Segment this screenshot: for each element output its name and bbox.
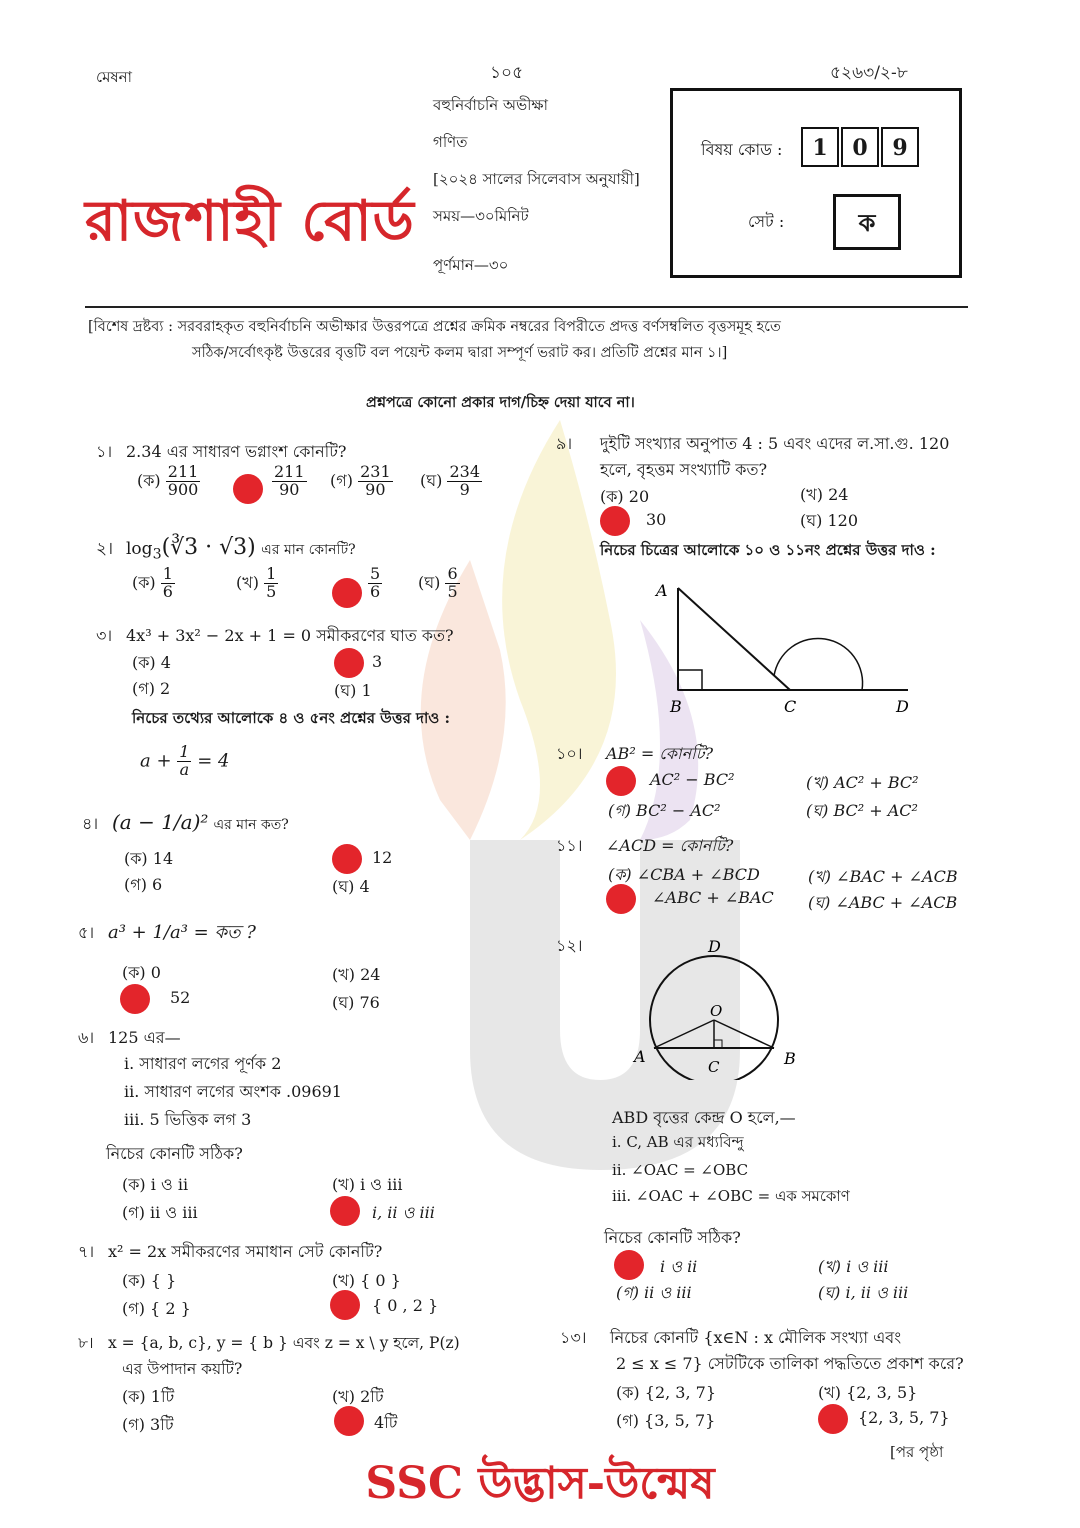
given-expression (140, 744, 229, 779)
q6-statement: ii. সাধারণ লগের অংশক .09691 (124, 1082, 342, 1101)
q11-option-gha[interactable]: (ঘ) ∠ABC + ∠ACB (808, 893, 958, 912)
option-fraction (264, 566, 278, 601)
q13-option-kha[interactable]: (খ) {2, 3, 5} (818, 1383, 918, 1402)
option-label: (ক) (132, 572, 156, 592)
q6-option-kha[interactable]: (খ) i ও iii (332, 1175, 403, 1194)
question-number: ৬। (78, 1028, 95, 1047)
question-5 (78, 920, 256, 946)
q3-option-ga[interactable]: (গ) 2 (132, 679, 171, 698)
question-10 (556, 742, 713, 765)
exam-time: সময়—৩০মিনিট (433, 207, 529, 225)
question-number: ১। (96, 442, 113, 461)
side-ac (678, 588, 790, 690)
q12-option-gha[interactable]: (ঘ) i, ii ও iii (818, 1283, 909, 1302)
denominator: 90 (365, 479, 386, 499)
syllabus-note: [২০২৪ সালের সিলেবাস অনুযায়ী] (433, 170, 640, 188)
subject-code-label: বিষয় কোড : (701, 140, 783, 159)
answer-dot (606, 766, 636, 796)
point-o-label: O (710, 1002, 723, 1020)
question-4 (82, 808, 289, 837)
q6-option-ga[interactable]: (গ) ii ও iii (122, 1203, 198, 1222)
question-3 (96, 624, 454, 647)
given-fraction (177, 744, 191, 779)
header-rule (85, 306, 968, 308)
page-number: ১০৫ (490, 63, 524, 83)
right-note: ৫২৬৩/২-৮ (830, 63, 908, 83)
numerator: 1 (179, 742, 190, 761)
figure-intro: নিচের চিত্রের আলোকে ১০ ও ১১নং প্রশ্নের উত্তর দাও : (600, 541, 936, 559)
q10-option-gha[interactable]: (ঘ) BC² + AC² (806, 801, 918, 820)
numerator: 1 (266, 564, 277, 583)
q5-option-kha[interactable]: (খ) 24 (332, 965, 381, 984)
no-mark-note: প্রশ্নপত্রে কোনো প্রকার দাগ/চিহ্ন দেয়া যাবে না। (366, 394, 635, 411)
q13-option-ka[interactable]: (ক) {2, 3, 7} (616, 1383, 717, 1402)
subject: গণিত (433, 133, 468, 151)
answer-dot (330, 1196, 360, 1226)
given-lhs: a + (140, 750, 172, 772)
denominator: 5 (266, 581, 277, 601)
answer-dot (600, 506, 630, 536)
answer-dot (332, 844, 362, 874)
numerator: 211 (167, 462, 199, 481)
q7-option-kha[interactable]: (খ) { 0 } (332, 1271, 401, 1290)
question-12-number: ১২। (556, 936, 583, 955)
exam-name: বহুনির্বাচনি অভীক্ষা (433, 96, 548, 114)
set-value: ক (833, 194, 901, 250)
question-8-cont: এর উপাদান কয়টি? (122, 1360, 243, 1378)
question-number: ১১। (556, 836, 583, 855)
q9-option-ka[interactable]: (ক) 20 (600, 487, 650, 506)
q3-option-gha[interactable]: (ঘ) 1 (334, 681, 372, 700)
option-label: (গ) (330, 470, 353, 490)
answer-dot (233, 474, 263, 504)
q6-statement: iii. 5 ভিত্তিক লগ 3 (124, 1110, 252, 1129)
question-expression: (a − 1/a)² (112, 810, 209, 834)
point-c-label: C (708, 1058, 720, 1076)
q4-option-gha[interactable]: (ঘ) 4 (332, 877, 370, 896)
q6-ask: নিচের কোনটি সঠিক? (106, 1144, 243, 1163)
q10-option-kha[interactable]: (খ) AC² + BC² (806, 773, 919, 792)
question-text: x² = 2x সমীকরণের সমাধান সেট কোনটি? (108, 1242, 383, 1261)
q9-option-gha[interactable]: (ঘ) 120 (800, 511, 858, 530)
q13-option-ga[interactable]: (গ) {3, 5, 7} (616, 1411, 716, 1430)
q11-option-kha[interactable]: (খ) ∠BAC + ∠ACB (808, 867, 958, 886)
angle-arc (774, 638, 863, 690)
triangle-figure (640, 576, 930, 716)
question-13 (560, 1326, 901, 1349)
answer-dot (120, 984, 150, 1014)
question-number: ৭। (78, 1242, 95, 1261)
point-d-label: D (896, 697, 909, 716)
q2-option-ga[interactable] (368, 566, 382, 601)
denominator: 6 (162, 581, 173, 601)
question-1 (96, 440, 347, 463)
q12-option-ga[interactable]: (গ) ii ও iii (616, 1283, 692, 1302)
option-fraction (447, 464, 482, 499)
q5-option-gha[interactable]: (ঘ) 76 (332, 993, 380, 1012)
q4-option-ka[interactable]: (ক) 14 (124, 849, 174, 868)
denominator: 90 (279, 479, 300, 499)
instruction-line-2: সঠিক/সর্বোৎকৃষ্ট উত্তরের বৃত্তটি বল পয়েন্ট কলম দ্বারা সম্পূর্ণ ভরাট কর। প্রতিটি প্রশ্নের মান ১।] (192, 345, 728, 361)
option-fraction (161, 566, 175, 601)
question-number: ১৩। (560, 1328, 587, 1347)
code-digit: 1 (801, 127, 839, 167)
question-2 (96, 532, 356, 565)
q7-option-ka[interactable]: (ক) { } (122, 1271, 177, 1290)
denominator: 9 (459, 479, 470, 499)
answer-dot (332, 578, 362, 608)
numerator: 5 (370, 564, 381, 583)
question-number: ৪। (82, 814, 99, 833)
q1-option-ga[interactable] (330, 464, 393, 499)
next-page-note: [পর পৃষ্ঠা (890, 1443, 944, 1461)
q12-statement: iii. ∠OAC + ∠OBC = এক সমকোণ (612, 1187, 850, 1205)
point-d-label: D (708, 937, 721, 956)
option-fraction (272, 464, 307, 499)
q12-option-ka[interactable]: i ও ii (660, 1257, 698, 1276)
right-angle-mark (678, 670, 702, 690)
question-text: দুইটি সংখ্যার অনুপাত 4 : 5 এবং এদের ল.সা.গু. 120 (600, 434, 950, 453)
right-angle-mark (714, 1040, 722, 1048)
q6-statement: i. সাধারণ লগের পূর্ণক 2 (124, 1054, 282, 1073)
option-label: (ঘ) (418, 572, 441, 592)
q8-option-kha[interactable]: (খ) 2টি (332, 1387, 384, 1406)
option-fraction (166, 464, 201, 499)
answer-dot (334, 648, 364, 678)
question-text: নিচের কোনটি {x∈N : x মৌলিক সংখ্যা এবং (610, 1328, 902, 1347)
question-number: ৫। (78, 923, 95, 942)
question-text: 125 এর— (108, 1028, 181, 1047)
log-text: log (126, 539, 153, 559)
question-number: ১০। (556, 744, 583, 763)
question-7 (78, 1240, 382, 1263)
q12-statement: ii. ∠OAC = ∠OBC (612, 1161, 749, 1179)
q11-option-ga[interactable]: ∠ABC + ∠BAC (652, 888, 774, 907)
question-number: ৮। (78, 1334, 94, 1352)
question-11 (556, 834, 733, 857)
full-marks: পূর্ণমান—৩০ (433, 256, 509, 274)
left-note: মেষনা (96, 68, 132, 86)
q8-option-ga[interactable]: (গ) 3টি (122, 1415, 174, 1434)
footer-brand: SSC উদ্ভাস-উন্মেষ (365, 1458, 715, 1509)
q13-option-gha[interactable]: {2, 3, 5, 7} (858, 1408, 950, 1427)
option-label: (ঘ) (420, 470, 443, 490)
denominator: 6 (370, 581, 381, 601)
q12-statement: i. C, AB এর মধ্যবিন্দু (612, 1133, 744, 1151)
point-b-label: B (784, 1049, 796, 1068)
answer-dot (606, 884, 636, 914)
q3-option-kha[interactable]: 3 (372, 652, 383, 671)
q7-option-ga[interactable]: (গ) { 2 } (122, 1299, 191, 1318)
question-number: ৯। (556, 434, 573, 453)
question-number: ২। (96, 539, 114, 559)
q3-option-ka[interactable]: (ক) 4 (132, 653, 171, 672)
circle-figure (628, 936, 808, 1080)
question-text: এর মান কত? (213, 817, 289, 833)
q12-option-kha[interactable]: (খ) i ও iii (818, 1257, 889, 1276)
q10-option-ga[interactable]: (গ) BC² − AC² (608, 801, 721, 820)
numerator: 211 (274, 462, 305, 481)
answer-dot (330, 1290, 360, 1320)
point-c-label: C (784, 697, 797, 716)
q1-option-gha[interactable] (420, 464, 482, 499)
q8-option-ka[interactable]: (ক) 1টি (122, 1387, 175, 1406)
set-label: সেট : (748, 212, 785, 231)
subject-code-box (670, 88, 962, 278)
answer-dot (334, 1406, 364, 1436)
answer-dot (614, 1250, 644, 1280)
question-text: এর মান কোনটি? (261, 542, 356, 558)
q4-option-kha[interactable]: 12 (372, 848, 393, 867)
question-text: 2.34̇ এর সাধারণ ভগ্নাংশ কোনটি? (126, 442, 347, 461)
question-text: AB² = কোনটি? (606, 744, 714, 763)
option-label: (ক) (137, 470, 161, 490)
q1-option-ka[interactable] (137, 464, 200, 499)
question-expression: a³ + 1/a³ = কত ? (108, 922, 256, 943)
question-12-text: ABD বৃত্তের কেন্দ্র O হলে,— (612, 1108, 796, 1127)
point-a-label: A (656, 581, 668, 600)
option-label: (খ) (236, 572, 259, 592)
q10-option-ka[interactable]: AC² − BC² (650, 770, 735, 789)
question-text: 4x³ + 3x² − 2x + 1 = 0 সমীকরণের ঘাত কত? (126, 626, 454, 645)
denominator: 5 (447, 581, 458, 601)
numerator: 234 (449, 462, 481, 481)
point-a-label: A (634, 1047, 646, 1066)
radius-ob (714, 1020, 774, 1048)
question-6 (78, 1026, 181, 1049)
q9-option-kha[interactable]: (খ) 24 (800, 485, 849, 504)
question-number: ৩। (96, 626, 113, 645)
option-fraction (445, 566, 459, 601)
q6-option-ka[interactable]: (ক) i ও ii (122, 1175, 189, 1194)
radius-oa (654, 1020, 714, 1048)
question-9-cont: হলে, বৃহত্তম সংখ্যাটি কত? (600, 460, 768, 479)
q12-ask: নিচের কোনটি সঠিক? (604, 1228, 741, 1247)
q5-option-ka[interactable]: (ক) 0 (122, 963, 161, 982)
question-13-cont: 2 ≤ x ≤ 7} সেটটিকে তালিকা পদ্ধতিতে প্রকাশ করে? (616, 1354, 964, 1373)
option-fraction (368, 566, 382, 601)
question-9 (556, 432, 949, 455)
q8-option-gha[interactable]: 4টি (374, 1413, 398, 1432)
q11-option-ka[interactable]: (ক) ∠CBA + ∠BCD (608, 865, 760, 884)
board-title: রাজশাহী বোর্ড (85, 189, 415, 254)
answer-dot (818, 1404, 848, 1434)
q7-option-gha[interactable]: { 0 , 2 } (372, 1296, 439, 1315)
given-rhs: = 4 (197, 750, 230, 772)
q2-option-ka[interactable] (132, 566, 175, 601)
question-8 (78, 1332, 460, 1354)
q5-option-ga[interactable]: 52 (170, 988, 191, 1007)
question-text: ∠ACD = কোনটি? (606, 836, 734, 855)
log-argument: (∛3 · √3) (161, 535, 256, 560)
q4-option-ga[interactable]: (গ) 6 (124, 875, 163, 894)
code-digit: 9 (881, 127, 919, 167)
q2-option-gha[interactable] (418, 566, 460, 601)
option-fraction (358, 464, 393, 499)
q9-option-ga[interactable]: 30 (646, 510, 667, 529)
numerator: 231 (360, 462, 391, 481)
numerator: 1 (162, 564, 173, 583)
numerator: 6 (447, 564, 458, 583)
point-b-label: B (670, 697, 682, 716)
denominator: 900 (167, 479, 199, 499)
q6-option-gha[interactable]: i, ii ও iii (372, 1203, 435, 1222)
code-digit: 0 (841, 127, 879, 167)
denominator: a (179, 759, 190, 779)
info-4-5: নিচের তথ্যের আলোকে ৪ ও ৫নং প্রশ্নের উত্তর দাও : (132, 709, 451, 727)
q2-option-kha[interactable] (236, 566, 278, 601)
question-text: x = {a, b, c}, y = { b } এবং z = x \ y হলে, P(z) (108, 1334, 460, 1352)
instruction-line-1: [বিশেষ দ্রষ্টব্য : সরবরাহকৃত বহুনির্বাচনি অভীক্ষার উত্তরপত্রে প্রশ্নের ক্রমিক নম্বরের বিপরীতে প্রদত্ত বর্ণসম্বলিত বৃত্তসমূহ হতে (88, 319, 781, 335)
log-base: 3 (152, 546, 162, 563)
q1-option-kha[interactable] (272, 464, 307, 499)
